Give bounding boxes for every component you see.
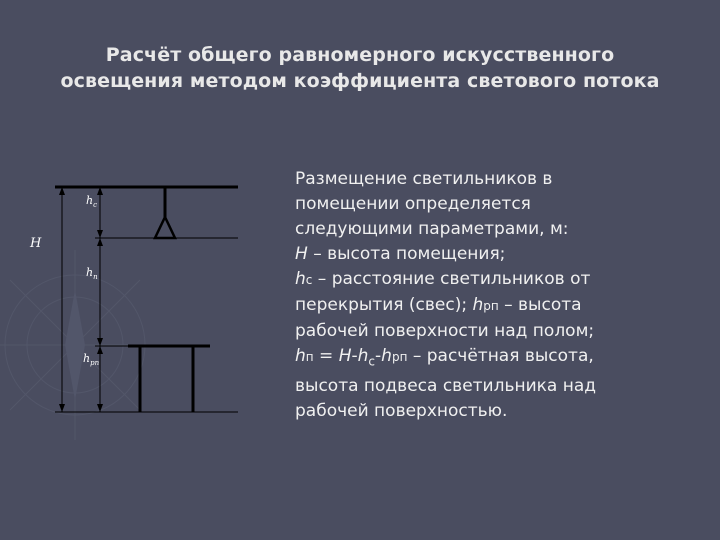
desc-line-3: следующими параметрами, м: [295,219,569,239]
label-H: H [30,236,42,251]
desc-line-4: H – высота помещения; [295,244,506,264]
parameters-description [295,167,715,424]
luminaire-symbol [155,217,175,238]
slide-title [0,42,720,94]
label-hrp: $h_{рп}$ [83,352,100,367]
arrow-hp-top [97,238,103,246]
desc-line-8: hп = $H-h_с$-hрп – расчётная высота, [295,346,594,369]
arrow-hrp-top [97,346,103,354]
arrow-hrp-bottom [97,404,103,412]
desc-line-2: помещении определяется [295,194,531,214]
arrow-hc-bottom [97,230,103,238]
desc-line-10: рабочей поверхностью. [295,401,508,422]
label-hc: $h_с$ [86,194,98,209]
desc-line-9: высота подвеса светильника над [295,376,597,397]
desc-line-7: рабочей поверхности над полом; [295,321,595,341]
desc-line-5: hс – расстояние светильников от [295,269,591,289]
title-line-1: Расчёт общего равномерного искусственного [105,44,615,66]
lighting-height-diagram [0,160,280,440]
desc-line-1: Размещение светильников в [295,169,553,189]
label-hp: $h_п$ [86,266,98,281]
desc-line-6: перекрытия (свес); hрп – высота [295,295,582,315]
arrow-hp-bottom [97,338,103,346]
arrow-H-bottom [59,404,65,412]
title-line-2: освещения методом коэффициента светового потока [60,70,660,92]
